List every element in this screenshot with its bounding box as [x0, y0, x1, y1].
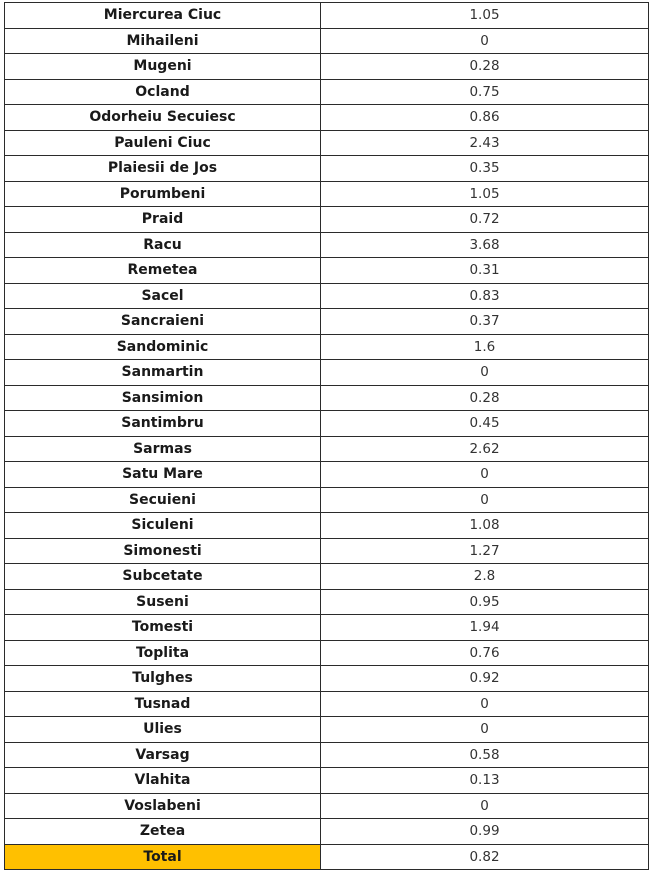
table-row: [5, 717, 649, 743]
table-row: [5, 334, 649, 360]
locality-name-cell: Praid: [5, 207, 321, 233]
locality-name-cell: Mugeni: [5, 54, 321, 80]
locality-name-cell: Vlahita: [5, 768, 321, 794]
table-row: [5, 3, 649, 29]
locality-value-cell: 1.08: [321, 513, 649, 539]
table-row: [5, 385, 649, 411]
locality-name-cell: Ocland: [5, 79, 321, 105]
locality-value-cell: 0.35: [321, 156, 649, 182]
table-row: [5, 768, 649, 794]
table-row: [5, 538, 649, 564]
locality-name-cell: Voslabeni: [5, 793, 321, 819]
table-row: [5, 156, 649, 182]
table-row: [5, 130, 649, 156]
locality-value-cell: 0: [321, 360, 649, 386]
table-row: [5, 691, 649, 717]
locality-name-cell: Toplita: [5, 640, 321, 666]
table-row: [5, 79, 649, 105]
locality-name-cell: Subcetate: [5, 564, 321, 590]
table-row: [5, 309, 649, 335]
locality-value-cell: 0.99: [321, 819, 649, 845]
locality-value-cell: 0.13: [321, 768, 649, 794]
table-row: [5, 181, 649, 207]
locality-name-cell: Sacel: [5, 283, 321, 309]
locality-name-cell: Miercurea Ciuc: [5, 3, 321, 29]
locality-name-cell: Tulghes: [5, 666, 321, 692]
table-row: [5, 411, 649, 437]
locality-value-cell: 0: [321, 28, 649, 54]
table-row: [5, 615, 649, 641]
locality-name-cell: Racu: [5, 232, 321, 258]
locality-name-cell: Simonesti: [5, 538, 321, 564]
locality-value-cell: 1.05: [321, 181, 649, 207]
table-row: [5, 105, 649, 131]
locality-name-cell: Tomesti: [5, 615, 321, 641]
table-row: [5, 462, 649, 488]
locality-value-cell: 0.75: [321, 79, 649, 105]
locality-name-cell: Siculeni: [5, 513, 321, 539]
locality-value-cell: 2.8: [321, 564, 649, 590]
locality-value-cell: 0.86: [321, 105, 649, 131]
locality-value-cell: 0.92: [321, 666, 649, 692]
total-value-cell: 0.82: [321, 844, 649, 870]
locality-name-cell: Suseni: [5, 589, 321, 615]
locality-name-cell: Odorheiu Secuiesc: [5, 105, 321, 131]
locality-name-cell: Pauleni Ciuc: [5, 130, 321, 156]
table-row: [5, 793, 649, 819]
locality-value-cell: 0: [321, 717, 649, 743]
locality-name-cell: Tusnad: [5, 691, 321, 717]
locality-value-cell: 0.95: [321, 589, 649, 615]
table-row: [5, 207, 649, 233]
table-row: [5, 819, 649, 845]
table-row: [5, 487, 649, 513]
locality-value-cell: 0.37: [321, 309, 649, 335]
locality-name-cell: Mihaileni: [5, 28, 321, 54]
table-row: [5, 513, 649, 539]
locality-value-cell: 0: [321, 462, 649, 488]
table-row: [5, 232, 649, 258]
locality-value-cell: 1.6: [321, 334, 649, 360]
locality-name-cell: Remetea: [5, 258, 321, 284]
locality-name-cell: Porumbeni: [5, 181, 321, 207]
locality-name-cell: Sandominic: [5, 334, 321, 360]
total-row: [5, 844, 649, 870]
locality-value-cell: 2.43: [321, 130, 649, 156]
locality-name-cell: Zetea: [5, 819, 321, 845]
locality-value-cell: 0: [321, 793, 649, 819]
table-row: [5, 360, 649, 386]
table-body: [5, 3, 649, 870]
table-row: [5, 666, 649, 692]
locality-value-cell: 0.58: [321, 742, 649, 768]
locality-value-cell: 1.27: [321, 538, 649, 564]
locality-value-cell: 0.76: [321, 640, 649, 666]
locality-name-cell: Secuieni: [5, 487, 321, 513]
total-label-cell: Total: [5, 844, 321, 870]
locality-value-cell: 1.94: [321, 615, 649, 641]
locality-name-cell: Sansimion: [5, 385, 321, 411]
locality-name-cell: Santimbru: [5, 411, 321, 437]
locality-value-cell: 0.31: [321, 258, 649, 284]
locality-value-cell: 1.05: [321, 3, 649, 29]
table-row: [5, 742, 649, 768]
locality-value-cell: 0.83: [321, 283, 649, 309]
locality-value-cell: 0.28: [321, 385, 649, 411]
table-row: [5, 436, 649, 462]
locality-value-cell: 2.62: [321, 436, 649, 462]
locality-name-cell: Varsag: [5, 742, 321, 768]
locality-value-cell: 0.28: [321, 54, 649, 80]
locality-name-cell: Sancraieni: [5, 309, 321, 335]
table-row: [5, 589, 649, 615]
locality-name-cell: Ulies: [5, 717, 321, 743]
locality-name-cell: Sarmas: [5, 436, 321, 462]
locality-value-cell: 0: [321, 487, 649, 513]
locality-value-cell: 3.68: [321, 232, 649, 258]
table-row: [5, 564, 649, 590]
table-row: [5, 640, 649, 666]
locality-name-cell: Sanmartin: [5, 360, 321, 386]
data-table: [4, 2, 649, 870]
table-row: [5, 258, 649, 284]
table-row: [5, 28, 649, 54]
locality-name-cell: Plaiesii de Jos: [5, 156, 321, 182]
locality-value-cell: 0: [321, 691, 649, 717]
locality-name-cell: Satu Mare: [5, 462, 321, 488]
table-row: [5, 54, 649, 80]
table-row: [5, 283, 649, 309]
locality-value-cell: 0.45: [321, 411, 649, 437]
locality-value-cell: 0.72: [321, 207, 649, 233]
